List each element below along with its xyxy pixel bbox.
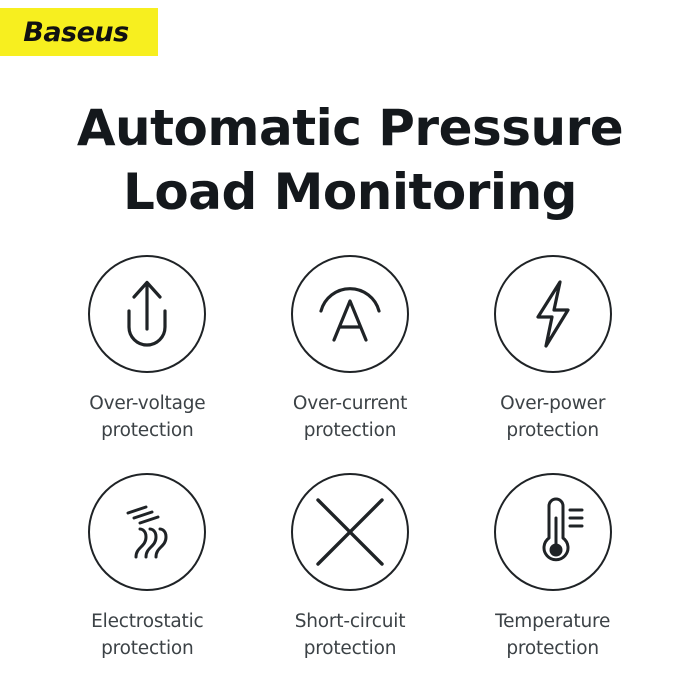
feature-label-line-2: protection bbox=[101, 637, 194, 659]
feature-item-electrostatic bbox=[46, 473, 249, 691]
feature-label-line-1: Over-voltage bbox=[89, 393, 206, 414]
page-title-line-1: Automatic Pressure bbox=[76, 99, 624, 157]
feature-label-line-2: protection bbox=[506, 419, 599, 441]
feature-icon-circle bbox=[88, 255, 206, 373]
brand-badge bbox=[0, 8, 158, 56]
feature-icon-circle bbox=[494, 473, 612, 591]
feature-item-over-current bbox=[249, 255, 452, 473]
feature-item-over-power bbox=[451, 255, 654, 473]
feature-label bbox=[91, 609, 203, 663]
feature-label bbox=[495, 609, 610, 663]
feature-icon-circle bbox=[494, 255, 612, 373]
feature-label-line-1: Short-circuit bbox=[294, 611, 406, 632]
feature-label bbox=[500, 391, 605, 445]
feature-item-over-voltage bbox=[46, 255, 249, 473]
feature-label-line-1: Electrostatic bbox=[91, 611, 204, 632]
page-title bbox=[0, 96, 700, 224]
over-current-ampere-icon bbox=[313, 277, 387, 351]
feature-item-temperature bbox=[451, 473, 654, 691]
over-voltage-arrow-icon bbox=[112, 277, 182, 351]
electrostatic-waves-icon bbox=[112, 499, 182, 565]
feature-label bbox=[295, 609, 406, 663]
feature-label-line-2: protection bbox=[506, 637, 599, 659]
feature-icon-circle bbox=[291, 473, 409, 591]
feature-label-line-2: protection bbox=[303, 419, 397, 441]
over-power-bolt-icon bbox=[527, 277, 579, 351]
feature-label-line-1: Over-current bbox=[292, 393, 408, 414]
feature-label-line-2: protection bbox=[101, 419, 194, 441]
short-circuit-cross-icon bbox=[310, 492, 390, 572]
feature-item-short-circuit bbox=[249, 473, 452, 691]
feature-label-line-1: Over-power bbox=[500, 393, 606, 414]
feature-label bbox=[89, 391, 205, 445]
brand-name: Baseus bbox=[23, 16, 129, 48]
feature-icon-circle bbox=[291, 255, 409, 373]
feature-icon-circle bbox=[88, 473, 206, 591]
feature-label-line-2: protection bbox=[303, 637, 397, 659]
feature-grid bbox=[46, 255, 654, 691]
feature-label-line-1: Temperature bbox=[495, 611, 611, 632]
temperature-thermometer-icon bbox=[520, 496, 586, 568]
feature-label bbox=[293, 391, 407, 445]
page-title-line-2: Load Monitoring bbox=[123, 163, 577, 221]
